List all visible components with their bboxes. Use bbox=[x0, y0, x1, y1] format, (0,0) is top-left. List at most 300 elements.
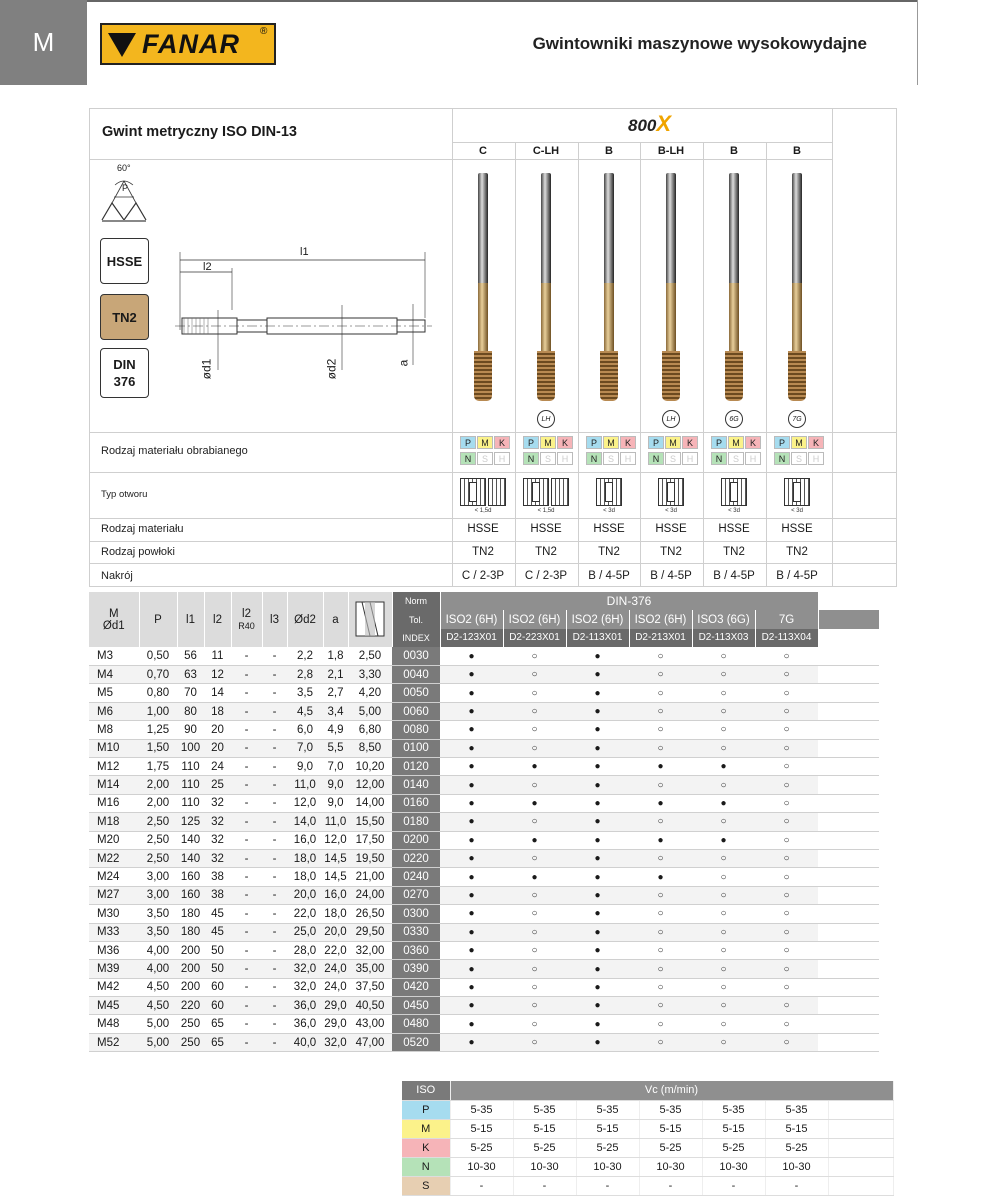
availability-mark: ○ bbox=[692, 905, 755, 923]
page-title: Gwintowniki maszynowe wysokowydajne bbox=[532, 34, 867, 53]
index-code: 0300 bbox=[392, 905, 440, 923]
empty-cell bbox=[818, 849, 879, 867]
availability-mark: ● bbox=[440, 905, 503, 923]
dimension-value: - bbox=[231, 941, 262, 959]
availability-mark: ● bbox=[566, 794, 629, 812]
dimension-value: 32 bbox=[204, 831, 231, 849]
availability-mark: ○ bbox=[503, 702, 566, 720]
vc-row bbox=[402, 1176, 893, 1195]
thread-size: M39 bbox=[89, 960, 139, 978]
dimension-value: 4,00 bbox=[139, 941, 177, 959]
material-group-n: N bbox=[648, 452, 664, 465]
empty-cell bbox=[818, 905, 879, 923]
availability-mark: ○ bbox=[692, 886, 755, 904]
hole-depth-label: < 3d bbox=[728, 508, 740, 514]
dimension-value: - bbox=[231, 886, 262, 904]
row-label-chamfer: Nakrój bbox=[101, 570, 133, 582]
hole-type-icon bbox=[784, 478, 810, 506]
material-group-n: N bbox=[460, 452, 476, 465]
dimension-value: 1,25 bbox=[139, 721, 177, 739]
dimension-value: 38 bbox=[204, 868, 231, 886]
availability-mark: ○ bbox=[692, 813, 755, 831]
grid-line bbox=[89, 563, 897, 564]
size-table-body bbox=[89, 647, 879, 1052]
dimension-value: 0,80 bbox=[139, 684, 177, 702]
vc-value: - bbox=[576, 1176, 639, 1195]
material-group-h: H bbox=[494, 452, 510, 465]
grid-line bbox=[89, 159, 452, 160]
availability-mark: ○ bbox=[692, 1015, 755, 1033]
availability-mark: ○ bbox=[503, 1033, 566, 1051]
availability-mark: ○ bbox=[692, 684, 755, 702]
empty-cell bbox=[818, 997, 879, 1015]
thread-pitch-label: P bbox=[122, 183, 129, 193]
thread-size: M27 bbox=[89, 886, 139, 904]
empty-cell bbox=[818, 868, 879, 886]
table-row bbox=[89, 923, 879, 941]
material-badge-hsse: HSSE bbox=[100, 238, 149, 284]
dimension-value: 40,50 bbox=[348, 997, 392, 1015]
thread-size: M24 bbox=[89, 868, 139, 886]
dimension-value: 63 bbox=[177, 666, 204, 684]
column-header: B bbox=[793, 145, 801, 157]
vc-row bbox=[402, 1157, 893, 1176]
material-group-h: H bbox=[620, 452, 636, 465]
availability-mark: ○ bbox=[692, 978, 755, 996]
vc-value: 5-15 bbox=[702, 1119, 765, 1138]
availability-mark: ○ bbox=[629, 776, 692, 794]
material-group-k: K bbox=[494, 436, 510, 449]
row-value: HSSE bbox=[718, 523, 750, 535]
vc-value: 10-30 bbox=[765, 1157, 828, 1176]
material-group-n: N bbox=[523, 452, 539, 465]
availability-mark: ○ bbox=[755, 978, 818, 996]
tap-thread bbox=[600, 351, 618, 401]
tap-shank bbox=[729, 173, 739, 283]
dimension-value: 11,0 bbox=[323, 813, 348, 831]
availability-mark: ○ bbox=[692, 868, 755, 886]
grid-line bbox=[640, 142, 641, 586]
dimension-value: 1,75 bbox=[139, 758, 177, 776]
grid-line bbox=[452, 142, 832, 143]
dimension-value: - bbox=[231, 684, 262, 702]
thread-size: M14 bbox=[89, 776, 139, 794]
availability-mark: ○ bbox=[755, 849, 818, 867]
availability-mark: ○ bbox=[692, 666, 755, 684]
index-code: 0520 bbox=[392, 1033, 440, 1051]
tap-neck bbox=[666, 283, 676, 353]
col-header-d1-text: Ød1 bbox=[102, 619, 125, 632]
material-group-k: K bbox=[808, 436, 824, 449]
dimension-value: 20,0 bbox=[287, 886, 323, 904]
thread-size: M3 bbox=[89, 647, 139, 665]
availability-mark: ○ bbox=[755, 905, 818, 923]
tol-col-5: ISO3 (6G) bbox=[692, 610, 755, 628]
vc-value: 5-15 bbox=[639, 1119, 702, 1138]
availability-mark: ● bbox=[566, 960, 629, 978]
availability-mark: ● bbox=[566, 647, 629, 665]
availability-mark: ● bbox=[629, 758, 692, 776]
availability-mark: ○ bbox=[629, 666, 692, 684]
vc-value: 5-35 bbox=[702, 1100, 765, 1119]
thread-angle-label: 60° bbox=[117, 163, 131, 173]
availability-mark: ○ bbox=[692, 647, 755, 665]
thread-profile-icon bbox=[98, 165, 150, 223]
dimension-value: 16,0 bbox=[323, 886, 348, 904]
vc-value: 5-25 bbox=[639, 1138, 702, 1157]
empty-cell bbox=[818, 1033, 879, 1051]
material-group-m: M bbox=[728, 436, 744, 449]
dimension-value: - bbox=[231, 666, 262, 684]
row-value: HSSE bbox=[655, 523, 687, 535]
index-code: 0160 bbox=[392, 794, 440, 812]
availability-mark: ○ bbox=[692, 721, 755, 739]
dimension-value: 3,4 bbox=[323, 702, 348, 720]
dimension-value: 250 bbox=[177, 1033, 204, 1051]
material-group-h: H bbox=[682, 452, 698, 465]
dimension-value: 200 bbox=[177, 978, 204, 996]
availability-mark: ● bbox=[440, 960, 503, 978]
dimension-value: 28,0 bbox=[287, 941, 323, 959]
col-header-l3: l3 bbox=[262, 592, 287, 647]
dimension-value: 90 bbox=[177, 721, 204, 739]
norm-value: DIN-376 bbox=[440, 592, 818, 610]
material-group-h: H bbox=[745, 452, 761, 465]
index-code: 0240 bbox=[392, 868, 440, 886]
availability-mark: ● bbox=[503, 758, 566, 776]
row-value: C / 2-3P bbox=[461, 570, 505, 582]
availability-mark: ● bbox=[440, 1033, 503, 1051]
grid-line bbox=[89, 586, 897, 587]
tol-col-1: ISO2 (6H) bbox=[440, 610, 503, 628]
hole-type-icon bbox=[658, 478, 684, 506]
availability-mark: ○ bbox=[755, 758, 818, 776]
empty-cell bbox=[818, 666, 879, 684]
dimension-value: 11,0 bbox=[287, 776, 323, 794]
dimension-value: 4,50 bbox=[139, 997, 177, 1015]
availability-mark: ● bbox=[440, 886, 503, 904]
col-header-m bbox=[89, 592, 139, 647]
material-group-s: S bbox=[540, 452, 556, 465]
tap-neck bbox=[792, 283, 802, 353]
dimension-value: - bbox=[262, 849, 287, 867]
thread-symbol-icon: LH bbox=[662, 410, 680, 428]
availability-mark: ○ bbox=[692, 849, 755, 867]
row-label-tool-material: Rodzaj materiału bbox=[101, 523, 184, 535]
thread-size: M48 bbox=[89, 1015, 139, 1033]
dimension-value: 37,50 bbox=[348, 978, 392, 996]
thread-size: M4 bbox=[89, 666, 139, 684]
availability-mark: ○ bbox=[503, 739, 566, 757]
empty-cell bbox=[818, 684, 879, 702]
row-value: TN2 bbox=[598, 546, 620, 558]
code-col-6: D2-113X04 bbox=[755, 629, 818, 647]
table-row bbox=[89, 758, 879, 776]
availability-mark: ○ bbox=[755, 721, 818, 739]
availability-mark: ○ bbox=[629, 978, 692, 996]
index-code: 0140 bbox=[392, 776, 440, 794]
availability-mark: ○ bbox=[755, 666, 818, 684]
dimension-value: 21,00 bbox=[348, 868, 392, 886]
dimension-value: - bbox=[231, 794, 262, 812]
tol-col-4: ISO2 (6H) bbox=[629, 610, 692, 628]
tap-shank bbox=[478, 173, 488, 283]
col-header-l2-r40 bbox=[231, 592, 262, 647]
dimension-value: - bbox=[231, 776, 262, 794]
size-table bbox=[89, 592, 880, 1052]
hole-depth-label: < 1,5d bbox=[474, 508, 492, 514]
logo-v-mark bbox=[108, 33, 136, 57]
material-group-m: M bbox=[603, 436, 619, 449]
dimension-value: 5,00 bbox=[139, 1015, 177, 1033]
tap-image bbox=[723, 173, 745, 418]
dim-a-label: a bbox=[396, 359, 411, 367]
hole-bore bbox=[730, 482, 738, 502]
vc-value: 5-35 bbox=[639, 1100, 702, 1119]
column-header: B-LH bbox=[657, 145, 685, 157]
tap-thread bbox=[725, 351, 743, 401]
empty-cell bbox=[828, 1100, 893, 1119]
fanar-logo bbox=[100, 23, 276, 65]
tap-neck bbox=[729, 283, 739, 353]
vc-value: 10-30 bbox=[702, 1157, 765, 1176]
availability-mark: ○ bbox=[629, 960, 692, 978]
hole-bore bbox=[605, 482, 613, 502]
material-group-k: K bbox=[745, 436, 761, 449]
dimension-value: 7,0 bbox=[287, 739, 323, 757]
thread-size: M20 bbox=[89, 831, 139, 849]
tap-thread bbox=[662, 351, 680, 401]
grid-line bbox=[896, 108, 897, 586]
tol-col-3: ISO2 (6H) bbox=[566, 610, 629, 628]
dimension-value: 16,0 bbox=[287, 831, 323, 849]
tap-neck bbox=[478, 283, 488, 353]
dimension-value: - bbox=[231, 978, 262, 996]
material-group-h: H bbox=[557, 452, 573, 465]
availability-mark: ○ bbox=[755, 868, 818, 886]
vc-value: 5-35 bbox=[450, 1100, 513, 1119]
availability-mark: ● bbox=[440, 739, 503, 757]
dimension-value: - bbox=[231, 849, 262, 867]
availability-mark: ○ bbox=[503, 647, 566, 665]
hole-depth-label: < 3d bbox=[791, 508, 803, 514]
availability-mark: ○ bbox=[503, 684, 566, 702]
dimension-value: 220 bbox=[177, 997, 204, 1015]
dimension-value: - bbox=[231, 923, 262, 941]
col-header-m-text: M bbox=[108, 607, 119, 620]
series-logo-x: X bbox=[656, 111, 672, 136]
tap-neck bbox=[604, 283, 614, 353]
header-divider bbox=[917, 0, 918, 85]
table-row bbox=[89, 647, 879, 665]
empty-cell bbox=[818, 1015, 879, 1033]
availability-mark: ○ bbox=[755, 923, 818, 941]
dimension-value: 3,5 bbox=[287, 684, 323, 702]
dimension-value: 14,00 bbox=[348, 794, 392, 812]
availability-mark: ○ bbox=[692, 941, 755, 959]
code-col-2: D2-223X01 bbox=[503, 629, 566, 647]
table-row bbox=[89, 666, 879, 684]
empty-cell bbox=[818, 831, 879, 849]
grid-line bbox=[89, 518, 897, 519]
dimension-value: 32,00 bbox=[348, 941, 392, 959]
availability-mark: ○ bbox=[503, 997, 566, 1015]
index-code: 0220 bbox=[392, 849, 440, 867]
logo-wordmark: FANAR bbox=[142, 29, 240, 59]
availability-mark: ○ bbox=[503, 923, 566, 941]
material-group-p: P bbox=[523, 436, 539, 449]
index-code: 0050 bbox=[392, 684, 440, 702]
dimension-value: - bbox=[262, 1015, 287, 1033]
dimension-value: 6,80 bbox=[348, 721, 392, 739]
dimension-value: 43,00 bbox=[348, 1015, 392, 1033]
dimension-value: 2,50 bbox=[139, 813, 177, 831]
availability-mark: ● bbox=[566, 831, 629, 849]
table-row bbox=[89, 978, 879, 996]
dimension-value: 25 bbox=[204, 776, 231, 794]
availability-mark: ● bbox=[566, 1033, 629, 1051]
coating-badge-tn2: TN2 bbox=[100, 294, 149, 340]
column-header: C bbox=[479, 145, 487, 157]
row-value: HSSE bbox=[530, 523, 562, 535]
hole-bore bbox=[469, 482, 477, 502]
material-group-s: S bbox=[603, 452, 619, 465]
dimension-value: 11 bbox=[204, 647, 231, 665]
vc-value: 5-15 bbox=[513, 1119, 576, 1138]
dimension-value: 19,50 bbox=[348, 849, 392, 867]
table-row bbox=[89, 831, 879, 849]
top-rule bbox=[87, 0, 917, 2]
dimension-value: 9,0 bbox=[287, 758, 323, 776]
dimension-value: 14,5 bbox=[323, 868, 348, 886]
vc-iso-group: N bbox=[402, 1157, 450, 1176]
vc-value: 5-15 bbox=[765, 1119, 828, 1138]
vc-value: 5-25 bbox=[702, 1138, 765, 1157]
availability-mark: ● bbox=[566, 776, 629, 794]
dimension-value: 2,00 bbox=[139, 794, 177, 812]
availability-mark: ○ bbox=[629, 997, 692, 1015]
thread-symbol-icon: LH bbox=[537, 410, 555, 428]
row-value: TN2 bbox=[660, 546, 682, 558]
availability-mark: ○ bbox=[503, 721, 566, 739]
availability-mark: ● bbox=[566, 923, 629, 941]
availability-mark: ○ bbox=[755, 1015, 818, 1033]
table-row bbox=[89, 813, 879, 831]
material-group-k: K bbox=[557, 436, 573, 449]
row-value: HSSE bbox=[467, 523, 499, 535]
availability-mark: ● bbox=[440, 758, 503, 776]
empty-cell bbox=[828, 1138, 893, 1157]
table-row bbox=[89, 886, 879, 904]
table-row bbox=[89, 1033, 879, 1051]
availability-mark: ○ bbox=[692, 923, 755, 941]
empty-cell bbox=[828, 1119, 893, 1138]
vc-iso-group: M bbox=[402, 1119, 450, 1138]
dimension-value: 47,00 bbox=[348, 1033, 392, 1051]
availability-mark: ● bbox=[692, 794, 755, 812]
grid-line bbox=[452, 159, 832, 160]
dimension-value: - bbox=[262, 997, 287, 1015]
dimension-value: 32 bbox=[204, 813, 231, 831]
availability-mark: ● bbox=[566, 684, 629, 702]
dimension-value: 2,00 bbox=[139, 776, 177, 794]
dimension-value: - bbox=[262, 647, 287, 665]
dimension-value: 45 bbox=[204, 923, 231, 941]
dimension-value: 32,0 bbox=[323, 1033, 348, 1051]
availability-mark: ● bbox=[566, 666, 629, 684]
vc-value: - bbox=[513, 1176, 576, 1195]
availability-mark: ○ bbox=[629, 941, 692, 959]
availability-mark: ● bbox=[566, 702, 629, 720]
tap-image bbox=[598, 173, 620, 418]
empty-cell bbox=[818, 923, 879, 941]
vc-value: - bbox=[765, 1176, 828, 1195]
availability-mark: ○ bbox=[629, 886, 692, 904]
row-value: B / 4-5P bbox=[588, 570, 630, 582]
availability-mark: ○ bbox=[755, 647, 818, 665]
vc-iso-group: S bbox=[402, 1176, 450, 1195]
dimension-value: - bbox=[231, 997, 262, 1015]
vc-value: 5-35 bbox=[513, 1100, 576, 1119]
table-row bbox=[89, 739, 879, 757]
availability-mark: ○ bbox=[755, 1033, 818, 1051]
dimension-value: - bbox=[262, 831, 287, 849]
table-row bbox=[89, 997, 879, 1015]
dimension-value: 32,0 bbox=[287, 978, 323, 996]
availability-mark: ○ bbox=[629, 923, 692, 941]
dimension-value: - bbox=[231, 960, 262, 978]
dimension-value: 4,50 bbox=[139, 978, 177, 996]
vc-value: 10-30 bbox=[450, 1157, 513, 1176]
dimension-value: 110 bbox=[177, 758, 204, 776]
dimension-value: 36,0 bbox=[287, 997, 323, 1015]
dimension-value: 5,00 bbox=[139, 1033, 177, 1051]
dimension-value: 60 bbox=[204, 997, 231, 1015]
dimension-value: 35,00 bbox=[348, 960, 392, 978]
dimension-value: 2,2 bbox=[287, 647, 323, 665]
column-header: B bbox=[605, 145, 613, 157]
dimension-value: 50 bbox=[204, 960, 231, 978]
dimension-value: 24,00 bbox=[348, 886, 392, 904]
vc-row bbox=[402, 1119, 893, 1138]
material-group-m: M bbox=[477, 436, 493, 449]
dimension-value: 160 bbox=[177, 886, 204, 904]
availability-mark: ○ bbox=[629, 813, 692, 831]
cutting-speed-table bbox=[402, 1081, 894, 1196]
availability-mark: ○ bbox=[629, 1033, 692, 1051]
availability-mark: ○ bbox=[503, 978, 566, 996]
dimension-value: 2,8 bbox=[287, 666, 323, 684]
availability-mark: ○ bbox=[755, 997, 818, 1015]
tap-thread bbox=[474, 351, 492, 401]
col-header-r40-text: R40 bbox=[238, 620, 255, 631]
thread-size: M22 bbox=[89, 849, 139, 867]
grid-line bbox=[89, 108, 897, 109]
dimension-value: - bbox=[231, 721, 262, 739]
hole-type-icon bbox=[460, 478, 486, 506]
vc-value: 10-30 bbox=[513, 1157, 576, 1176]
dimension-value: - bbox=[262, 776, 287, 794]
dimension-value: - bbox=[262, 941, 287, 959]
grid-line bbox=[89, 108, 90, 586]
dimension-value: 18,0 bbox=[323, 905, 348, 923]
column-header: C-LH bbox=[532, 145, 560, 157]
dimension-value: 80 bbox=[177, 702, 204, 720]
index-code: 0330 bbox=[392, 923, 440, 941]
dimension-value: 0,70 bbox=[139, 666, 177, 684]
thread-size: M16 bbox=[89, 794, 139, 812]
dimension-value: 45 bbox=[204, 905, 231, 923]
